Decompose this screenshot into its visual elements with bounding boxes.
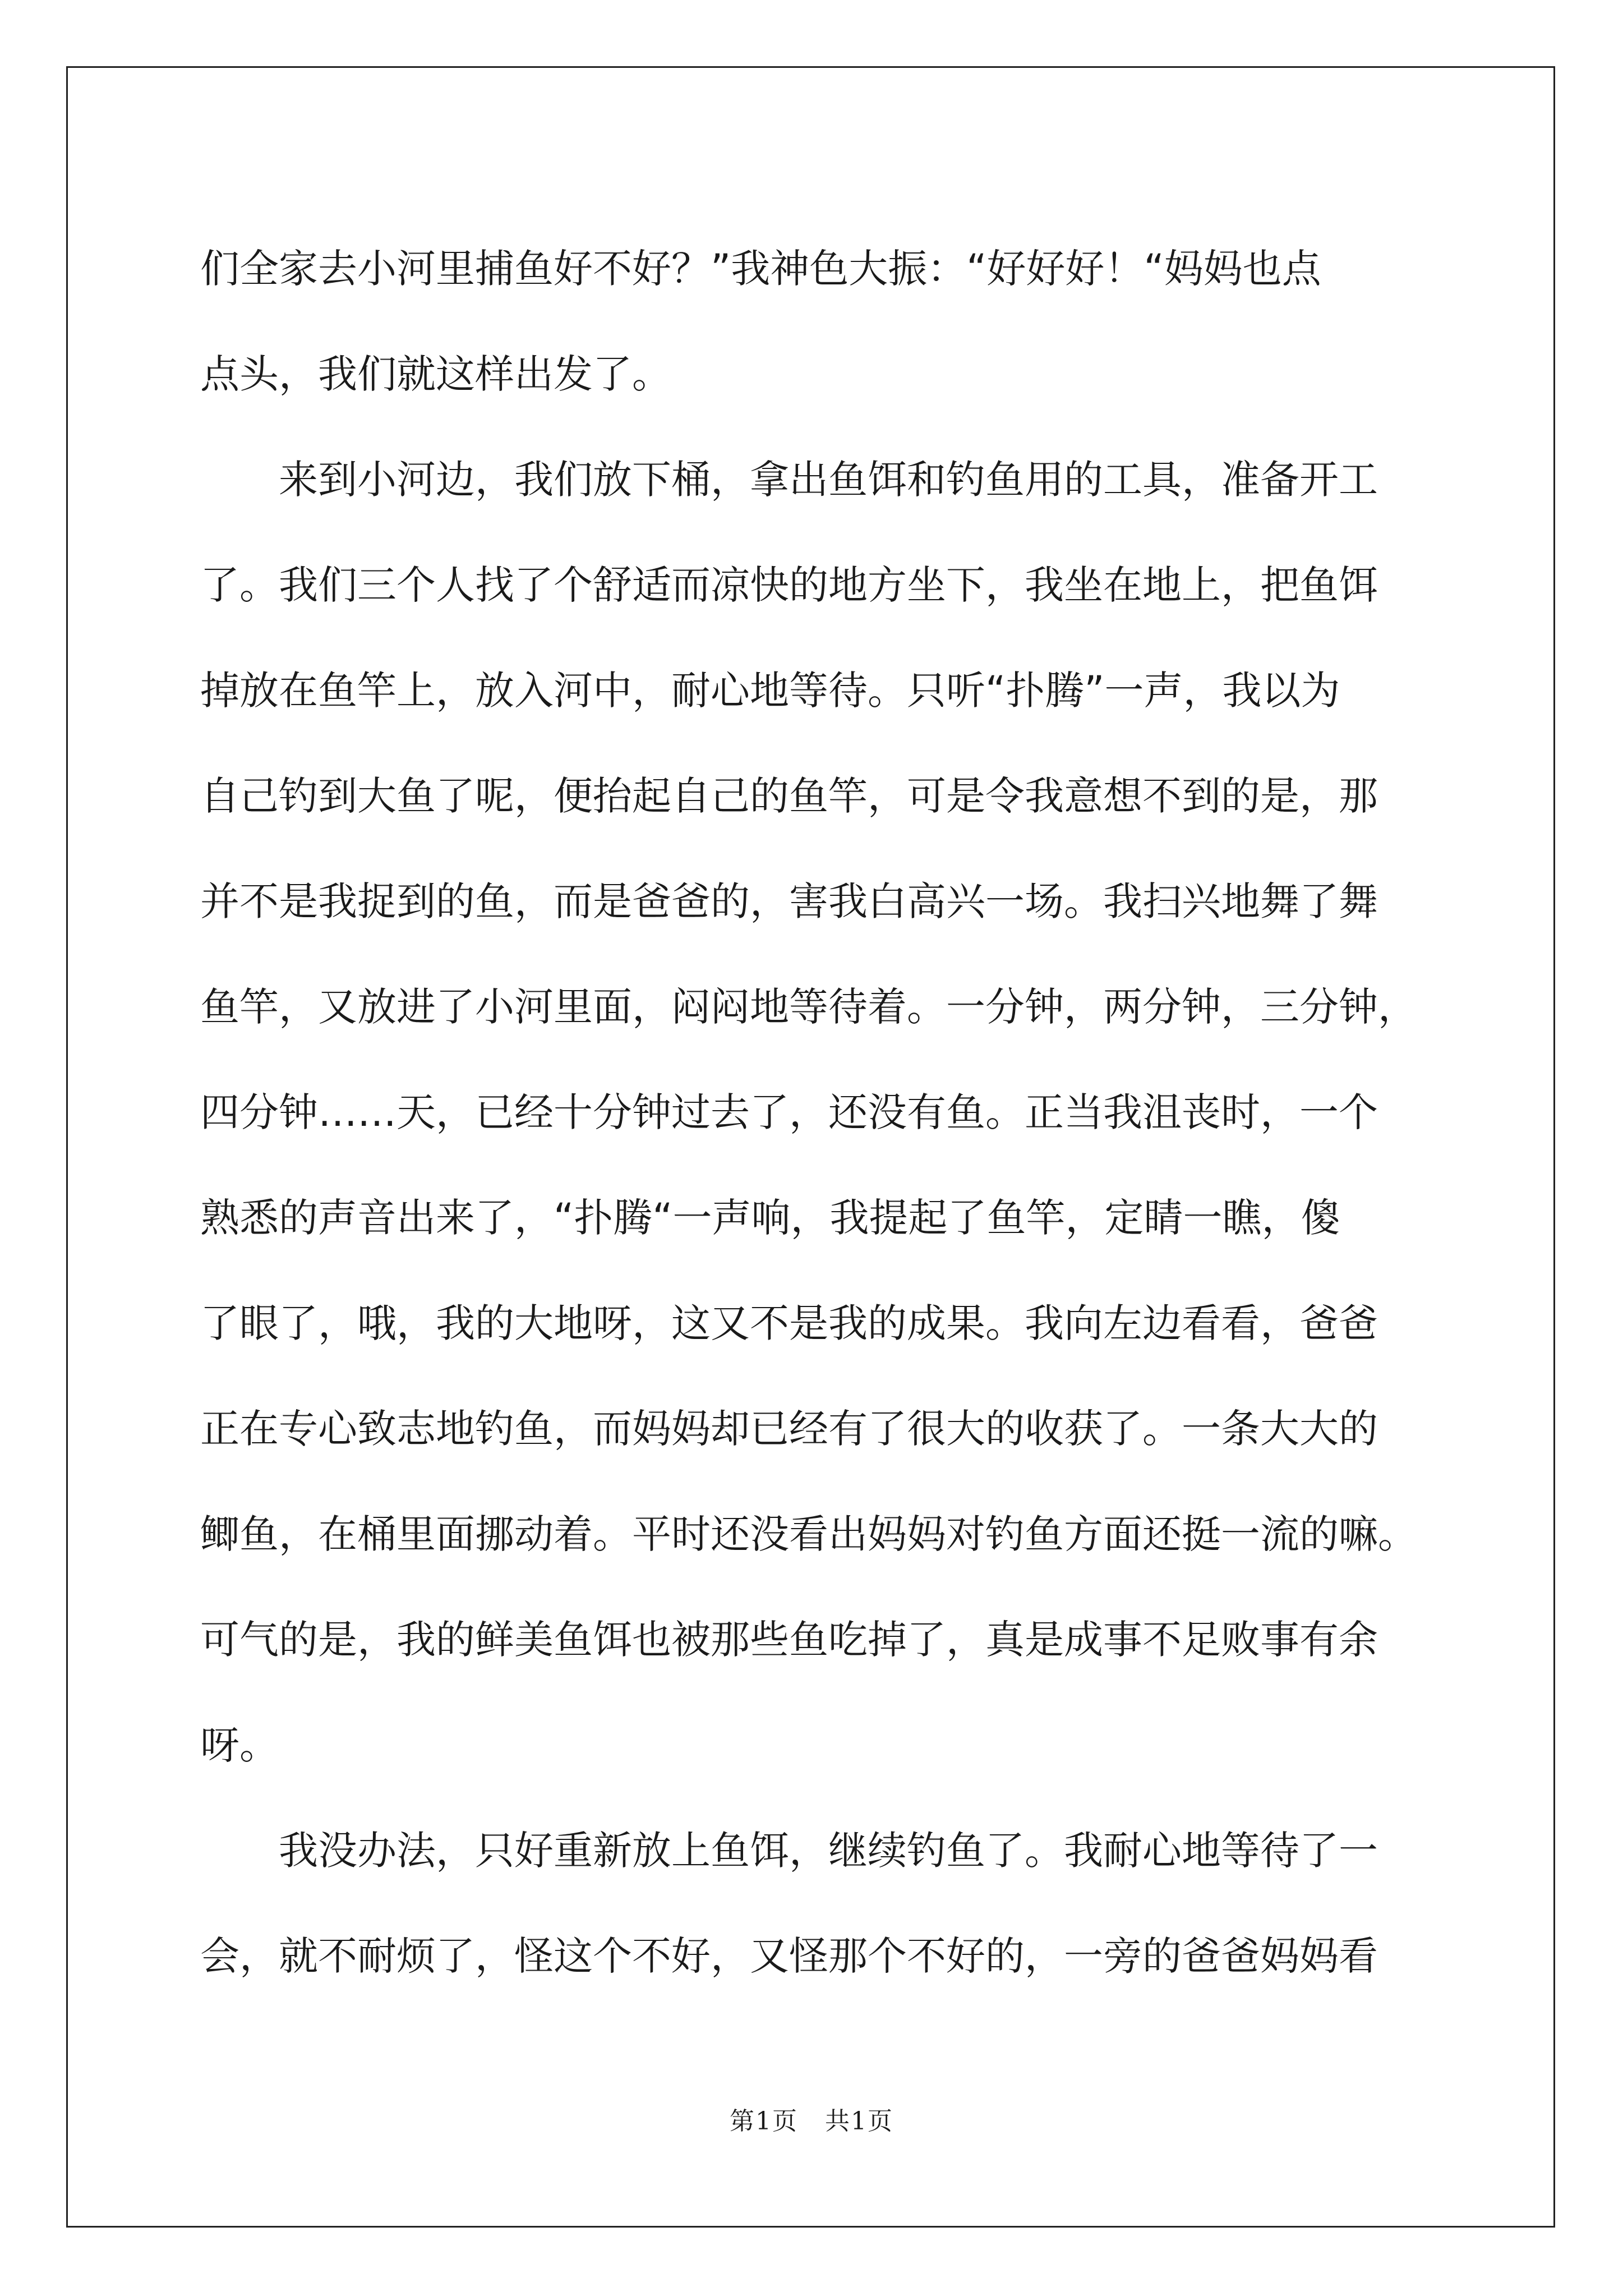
text-line: 掉放在鱼竿上，放入河中，耐心地等待。只听“扑腾”一声，我以为: [200, 668, 1340, 714]
paragraph: [200, 216, 1445, 427]
text-line: 点头，我们就这样出发了。: [200, 351, 671, 397]
page-total: 共1页: [824, 2107, 893, 2136]
text-line: 自己钓到大鱼了呢，便抬起自己的鱼竿，可是令我意想不到的是，那: [200, 773, 1378, 819]
text-line: 熟悉的声音出来了，“扑腾“一声响，我提起了鱼竿，定睛一瞧，傻: [200, 1195, 1340, 1241]
page-footer: [0, 2101, 1623, 2137]
text-line: 可气的是，我的鲜美鱼饵也被那些鱼吃掉了，真是成事不足败事有余: [200, 1617, 1378, 1663]
text-line: 鱼竿，又放进了小河里面，闷闷地等待着。一分钟，两分钟，三分钟，: [200, 984, 1417, 1030]
text-line: 并不是我捉到的鱼，而是爸爸的，害我白高兴一场。我扫兴地舞了舞: [200, 878, 1378, 924]
page-number: 第1页: [730, 2107, 799, 2136]
paragraph: [200, 1798, 1445, 2009]
text-line: 四分钟……天，已经十分钟过去了，还没有鱼。正当我沮丧时，一个: [200, 1089, 1378, 1135]
text-line: 会，就不耐烦了，怪这个不好，又怪那个不好的，一旁的爸爸妈妈看: [200, 1933, 1378, 1979]
text-line: 来到小河边，我们放下桶，拿出鱼饵和钓鱼用的工具，准备开工: [279, 457, 1378, 503]
text-line: 我没办法，只好重新放上鱼饵，继续钓鱼了。我耐心地等待了一: [279, 1828, 1378, 1874]
text-line: 正在专心致志地钓鱼，而妈妈却已经有了很大的收获了。一条大大的: [200, 1406, 1378, 1452]
text-line: 呀。: [200, 1722, 279, 1768]
paragraph: [200, 427, 1445, 1798]
text-line: 了眼了，哦，我的大地呀，这又不是我的成果。我向左边看看，爸爸: [200, 1300, 1378, 1346]
text-line: 鲫鱼，在桶里面挪动着。平时还没看出妈妈对钓鱼方面还挺一流的嘛。: [200, 1511, 1417, 1557]
document-body: [200, 216, 1445, 2009]
text-line: 了。我们三个人找了个舒适而凉快的地方坐下，我坐在地上，把鱼饵: [200, 562, 1378, 608]
text-line: 们全家去小河里捕鱼好不好？”我神色大振：“好好好！“妈妈也点: [200, 246, 1321, 292]
